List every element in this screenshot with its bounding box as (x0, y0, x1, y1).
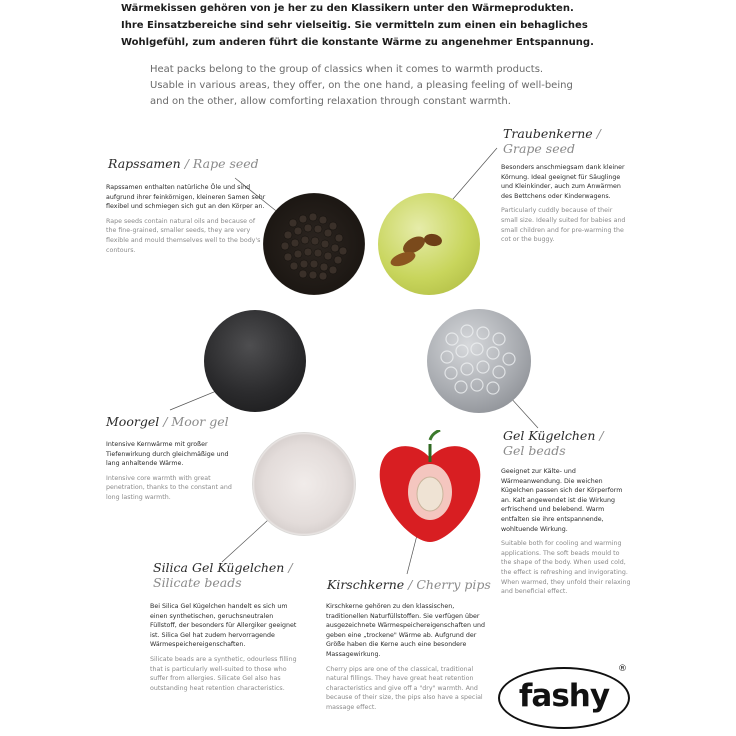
intro-de-line: Ihre Einsatzbereiche sind sehr vielseitig. Sie vermitteln zum einen ein behagliches (121, 20, 588, 31)
grapeseed-heading (503, 126, 601, 156)
grapeseed-image (378, 193, 480, 295)
grapeseed-title-de-line (503, 126, 601, 141)
moorgel-desc-de: Intensive Kernwärme mit großer Tiefenwirkung durch gleichmäßige und lang anhaltende Wärme. (106, 441, 229, 468)
grapeseed-title-de: Traubenkerne (503, 126, 593, 141)
grapeseed-desc-en: Particularly cuddly because of their small size. Ideally suited for babies and small children and for pre-warming the cot or the buggy. (501, 207, 626, 244)
moorgel-description (106, 440, 236, 503)
intro-en-line: Usable in various areas, they offer, on the one hand, a pleasing feeling of well-being (150, 80, 573, 91)
silica-desc-de: Bei Silica Gel Kügelchen handelt es sich um einen synthetischen, geruchsneutralen Füllstoff, der besonders für Allergiker geeignet ist. Silica Gel hat zudem hervorragende Wärmespeichereigenschaften. (150, 603, 297, 649)
rapeseed-title-de: Rapssamen (108, 156, 181, 171)
grapeseed-texture (378, 193, 480, 295)
intro-de-line: Wärmekissen gehören von je her zu den Klassikern unter den Wärmeprodukten. (121, 3, 574, 14)
silica-image (252, 432, 356, 536)
cherry-drawing (374, 430, 486, 546)
fashy-logo (498, 667, 630, 729)
grapeseed-description (501, 163, 629, 245)
title-separator: / (159, 414, 172, 429)
silica-desc-en: Silicate beads are a synthetic, odourless filling that is particularly well-suited to those who suffer from allergies. Silicate Gel also has outstanding heat retention characteristics. (150, 655, 297, 692)
title-separator: / (595, 428, 604, 443)
silica-title-de: Silica Gel Kügelchen (153, 560, 285, 575)
grapeseed-title-en: Grape seed (503, 141, 575, 156)
intro-en-line: Heat packs belong to the group of classics when it comes to warmth products. (150, 64, 544, 75)
rapeseed-image (263, 193, 365, 295)
title-separator: / (180, 156, 193, 171)
cherry-desc-de: Kirschkerne gehören zu den klassischen, traditionellen Naturfüllstoffen. Sie verfügen über ausgezeichnete Wärmespeichereigenschaften und geben eine „trockene" Wärme ab. Aufgrund der Größe haben die Kerne auch eine besondere Massagewirkung. (326, 603, 485, 658)
gelbeads-heading (503, 428, 604, 458)
cherry-heading (327, 577, 491, 592)
silica-title-en: Silicate beads (153, 575, 242, 590)
moorgel-heading (106, 414, 229, 429)
rapeseed-description (106, 183, 266, 255)
gelbeads-title-en: Gel beads (503, 443, 566, 458)
logo-text: fashy (518, 678, 610, 714)
gelbeads-desc-en: Suitable both for cooling and warming applications. The soft beads mould to the shape of the body. When used cold, the effect is refreshing and invigorating. When warmed, they unfold their relaxing and beneficial effect. (501, 540, 631, 596)
rapeseed-desc-de: Rapssamen enthalten natürliche Öle und sind aufgrund ihrer feinkörnigen, kleineren Samen sehr flexibel und schmiegen sich gut an den Körper an. (106, 184, 266, 211)
rapeseed-title-en: Rape seed (192, 156, 259, 171)
intro-en-line: and on the other, allow comforting relaxation through constant warmth. (150, 96, 511, 107)
registered-mark: ® (618, 664, 627, 674)
cherry-description (326, 602, 488, 713)
title-separator: / (284, 560, 293, 575)
rapeseed-desc-en: Rape seeds contain natural oils and because of the fine-grained, smaller seeds, they are very flexible and mould themselves well to the body's contours. (106, 217, 261, 254)
cherry-desc-en: Cherry pips are one of the classical, traditional natural fillings. They have great heat retention characteristics and give off a "dry" warmth. And because of their size, the pips also have a special massage effect. (326, 665, 483, 711)
rapeseed-heading (108, 156, 259, 171)
cherry-title-en: Cherry pips (416, 577, 491, 592)
title-separator: / (592, 126, 601, 141)
intro-de-line: Wohlgefühl, zum anderen führt die konstante Wärme zu angenehmer Entspannung. (121, 37, 594, 48)
moorgel-title-en: Moor gel (171, 414, 229, 429)
gelbeads-texture (427, 309, 531, 413)
rapeseed-texture (263, 193, 365, 295)
moorgel-desc-en: Intensive core warmth with great penetration, thanks to the constant and long lasting warmth. (106, 474, 232, 501)
gelbeads-description (501, 467, 631, 597)
moorgel-image (204, 310, 306, 412)
moorgel-title-de: Moorgel (106, 414, 160, 429)
gelbeads-title-de: Gel Kügelchen (503, 428, 596, 443)
silica-description (150, 602, 298, 693)
cherry-image (374, 430, 486, 546)
gelbeads-desc-de: Geeignet zur Kälte- und Wärmeanwendung. Die weichen Kügelchen passen sich der Körperform an. Kalt angewendet ist die Wirkung erfrischend und belebend. Warm entfalten sie ihre entspannende, wohltuende Wirkung. (501, 468, 623, 533)
silica-title-de-line (153, 560, 293, 575)
grapeseed-desc-de: Besonders anschmiegsam dank kleiner Körnung. Ideal geeignet für Säuglinge und Kleinkinder, auch zum Anwärmen des Bettchens oder Kinderwagens. (501, 164, 625, 200)
title-separator: / (404, 577, 417, 592)
silica-heading (153, 560, 293, 590)
cherry-title-de: Kirschkerne (327, 577, 405, 592)
gelbeads-image (427, 309, 531, 413)
gelbeads-title-de-line (503, 428, 604, 443)
